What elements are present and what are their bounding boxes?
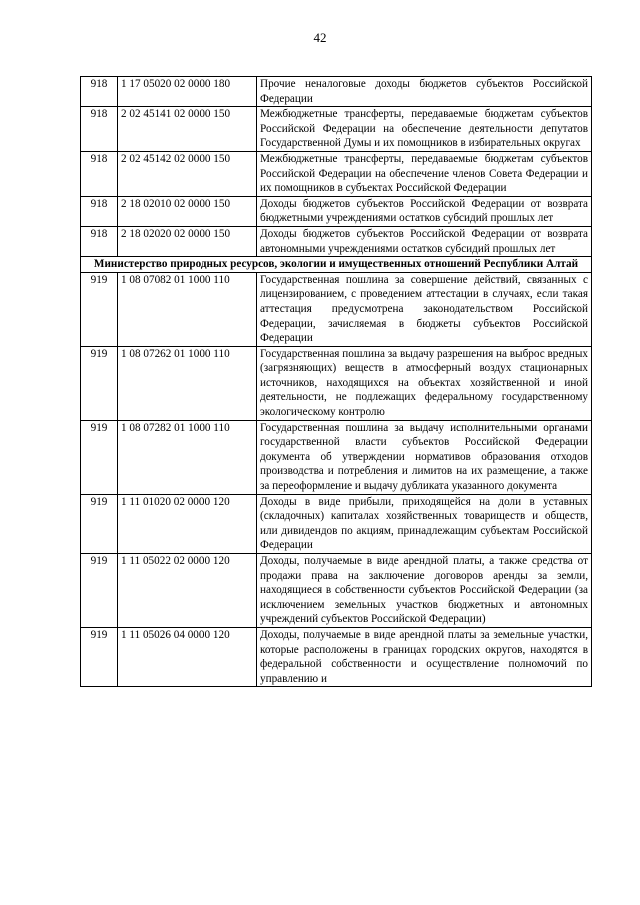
budget-code-cell: 1 08 07082 01 1000 110 xyxy=(118,272,257,346)
budget-code-cell: 2 18 02020 02 0000 150 xyxy=(118,226,257,256)
page-number: 42 xyxy=(313,30,327,45)
budget-code-cell: 1 08 07262 01 1000 110 xyxy=(118,346,257,420)
admin-code-cell: 919 xyxy=(81,272,118,346)
description-cell: Межбюджетные трансферты, передаваемые бюджетам субъектов Российской Федерации на обеспечение деятельности депутатов Государственной Думы и их помощников в избирательных округах xyxy=(257,107,592,152)
budget-code-cell: 1 11 05022 02 0000 120 xyxy=(118,554,257,628)
admin-code-cell: 919 xyxy=(81,627,118,686)
description-cell: Государственная пошлина за совершение действий, связанных с лицензированием, с проведением аттестации в случаях, если такая аттестация предусмотрена законодательством Российской Федерации, зачисляемая в бюджеты субъектов Российской Федерации xyxy=(257,272,592,346)
table-row xyxy=(81,554,592,628)
description-cell: Межбюджетные трансферты, передаваемые бюджетам субъектов Российской Федерации на обеспечение членов Совета Федерации и их помощников в субъектах Российской Федерации xyxy=(257,151,592,196)
table-row xyxy=(81,346,592,420)
table-row xyxy=(81,151,592,196)
description-cell: Прочие неналоговые доходы бюджетов субъектов Российской Федерации xyxy=(257,77,592,107)
table-row xyxy=(81,272,592,346)
admin-code-cell: 919 xyxy=(81,554,118,628)
description-cell: Доходы бюджетов субъектов Российской Федерации от возврата бюджетными учреждениями остатков субсидий прошлых лет xyxy=(257,196,592,226)
budget-code-cell: 1 11 05026 04 0000 120 xyxy=(118,627,257,686)
admin-code-cell: 919 xyxy=(81,420,118,494)
description-cell: Доходы бюджетов субъектов Российской Федерации от возврата автономными учреждениями остатков субсидий прошлых лет xyxy=(257,226,592,256)
admin-code-cell: 918 xyxy=(81,77,118,107)
admin-code-cell: 919 xyxy=(81,346,118,420)
table-row xyxy=(81,494,592,553)
admin-code-cell: 918 xyxy=(81,151,118,196)
admin-code-cell: 918 xyxy=(81,226,118,256)
section-title: Министерство природных ресурсов, экологии и имущественных отношений Республики Алтай xyxy=(81,257,592,273)
budget-code-cell: 1 11 01020 02 0000 120 xyxy=(118,494,257,553)
description-cell: Доходы в виде прибыли, приходящейся на доли в уставных (складочных) капиталах хозяйственных товариществ и обществ, или дивидендов по акциям, принадлежащим субъектам Российской Федерации xyxy=(257,494,592,553)
budget-code-cell: 1 08 07282 01 1000 110 xyxy=(118,420,257,494)
admin-code-cell: 919 xyxy=(81,494,118,553)
description-cell: Государственная пошлина за выдачу разрешения на выброс вредных (загрязняющих) веществ в атмосферный воздух стационарных источников, находящихся на объектах хозяйственной и иной деятельности, не подлежащих федеральному государственному экологическому контролю xyxy=(257,346,592,420)
revenue-codes-table xyxy=(80,76,592,687)
table-row xyxy=(81,107,592,152)
description-cell: Доходы, получаемые в виде арендной платы за земельные участки, которые расположены в границах городских округов, находятся в федеральной собственности и осуществление полномочий по управлению и xyxy=(257,627,592,686)
budget-code-cell: 2 02 45142 02 0000 150 xyxy=(118,151,257,196)
description-cell: Доходы, получаемые в виде арендной платы, а также средства от продажи права на заключение договоров аренды за земли, находящиеся в собственности субъектов Российской Федерации (за исключением земельных участков бюджетных и автономных учреждений субъектов Российской Федерации) xyxy=(257,554,592,628)
budget-code-cell: 2 18 02010 02 0000 150 xyxy=(118,196,257,226)
budget-code-cell: 2 02 45141 02 0000 150 xyxy=(118,107,257,152)
table-row xyxy=(81,627,592,686)
section-header-row xyxy=(81,257,592,273)
table-row xyxy=(81,77,592,107)
description-cell: Государственная пошлина за выдачу исполнительными органами государственной власти субъектов Российской Федерации документа об утверждении нормативов образования отходов производства и потребления и лимитов на их размещение, а также за переоформление и выдачу дубликата указанного документа xyxy=(257,420,592,494)
table-row xyxy=(81,196,592,226)
table-row xyxy=(81,226,592,256)
budget-code-cell: 1 17 05020 02 0000 180 xyxy=(118,77,257,107)
table-row xyxy=(81,420,592,494)
admin-code-cell: 918 xyxy=(81,196,118,226)
admin-code-cell: 918 xyxy=(81,107,118,152)
